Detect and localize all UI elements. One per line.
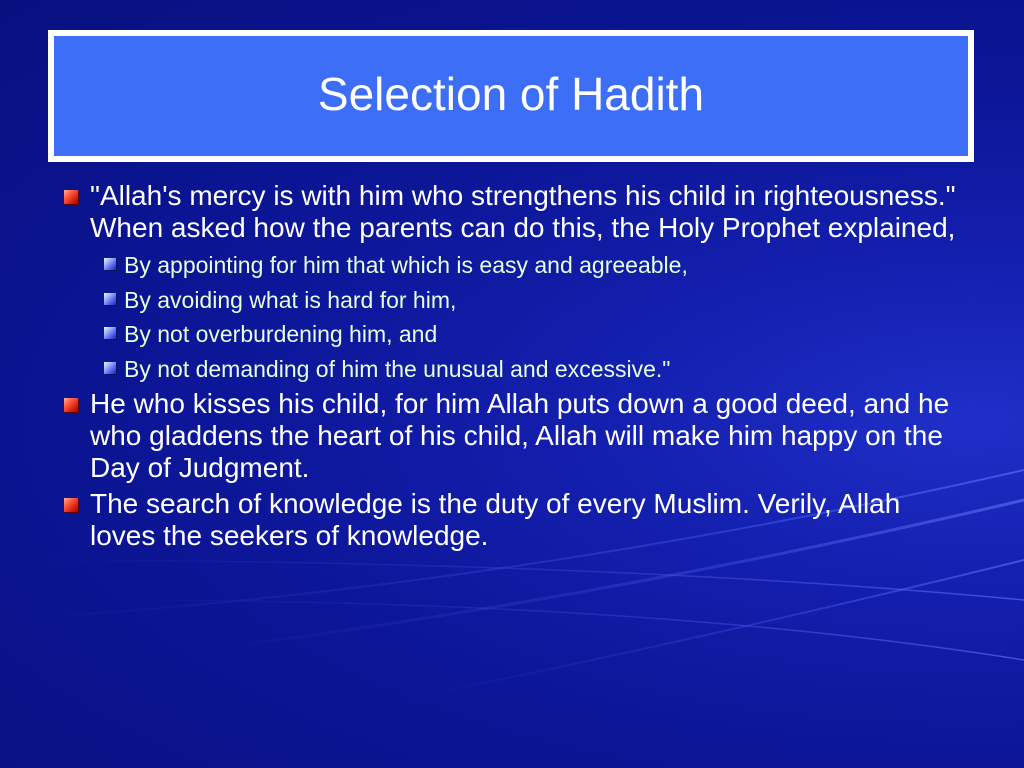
bullet-item — [62, 488, 962, 552]
bullet-item — [62, 388, 962, 484]
sub-bullet-text: By not overburdening him, and — [124, 321, 438, 347]
blue-square-bullet-icon — [104, 293, 116, 305]
sub-bullet-list — [62, 248, 962, 386]
blue-square-bullet-icon — [104, 327, 116, 339]
slide-title: Selection of Hadith — [317, 68, 705, 120]
red-square-bullet-icon — [64, 498, 78, 512]
slide-content — [62, 180, 962, 556]
bullet-text: The search of knowledge is the duty of every Muslim. Verily, Allah loves the seekers of knowledge. — [90, 488, 901, 551]
sub-bullet-item — [62, 283, 962, 318]
bullet-text: "Allah's mercy is with him who strengthens his child in righteousness." When asked how the parents can do this, the Holy Prophet explained, — [90, 180, 956, 243]
red-square-bullet-icon — [64, 190, 78, 204]
sub-bullet-text: By not demanding of him the unusual and excessive." — [124, 355, 671, 382]
sub-bullet-item — [62, 352, 962, 387]
sub-bullet-item — [62, 317, 962, 352]
sub-bullet-item — [62, 248, 962, 283]
bullet-text: He who kisses his child, for him Allah puts down a good deed, and he who gladdens the heart of his child, Allah will make him happy on the Day of Judgment. — [90, 388, 950, 483]
blue-square-bullet-icon — [104, 362, 116, 374]
blue-square-bullet-icon — [104, 258, 116, 270]
bullet-item — [62, 180, 962, 244]
sub-bullet-text: By avoiding what is hard for him, — [124, 286, 457, 313]
red-square-bullet-icon — [64, 398, 78, 412]
sub-bullet-text: By appointing for him that which is easy and agreeable, — [124, 252, 688, 278]
title-box — [48, 30, 974, 162]
